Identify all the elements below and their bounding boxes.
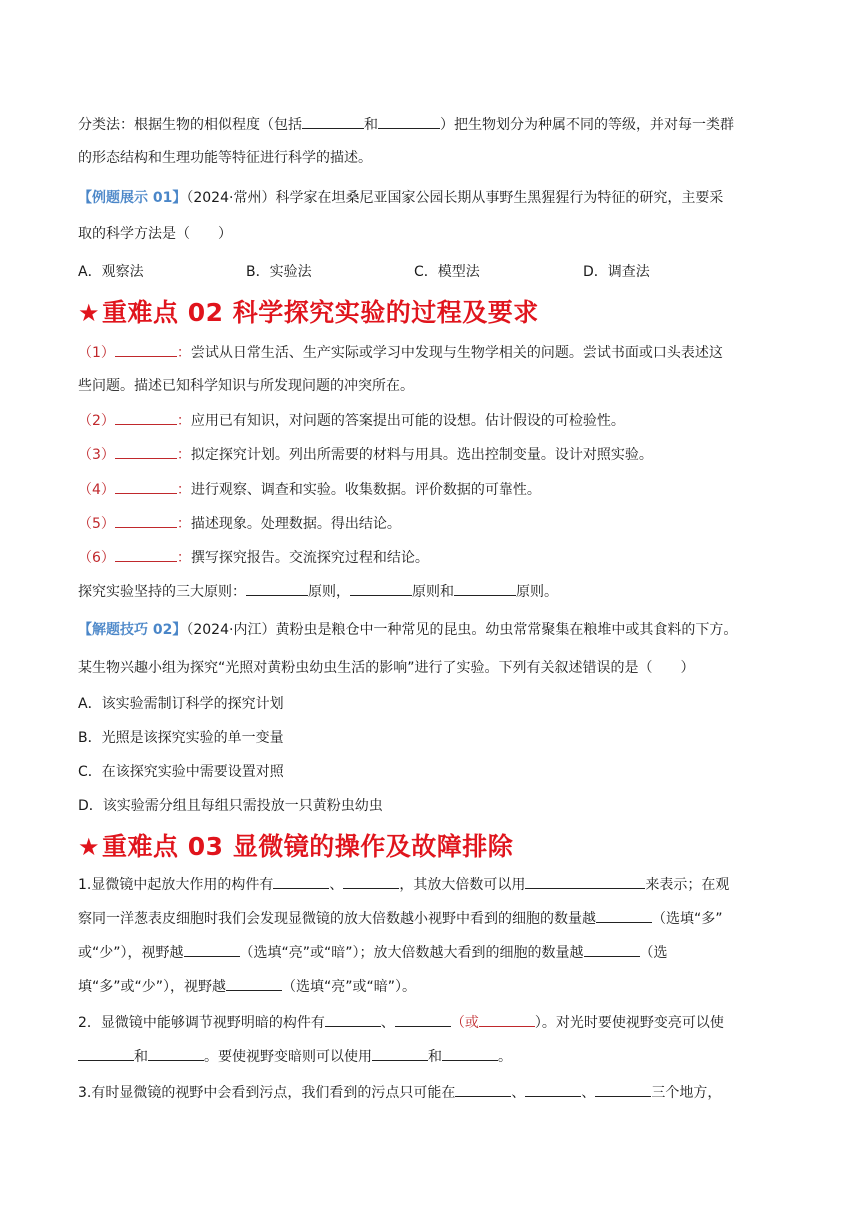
text: 。要使视野变暗则可以使用 bbox=[204, 1049, 372, 1065]
step-text: 撰写探究报告。交流探究过程和结论。 bbox=[190, 550, 429, 566]
principles-line bbox=[78, 581, 798, 602]
step-number: （6） bbox=[78, 550, 115, 566]
fill-blank bbox=[325, 1012, 381, 1027]
step-5 bbox=[78, 513, 798, 534]
text: 或“少”），视野越 bbox=[78, 945, 184, 961]
step-number: （5） bbox=[78, 516, 115, 532]
fill-blank bbox=[454, 581, 516, 596]
microscope-q3-line-1 bbox=[78, 1082, 798, 1103]
step-1-cont bbox=[78, 376, 798, 396]
text: （选填“亮”或“暗”）。 bbox=[282, 979, 417, 995]
text: 、 bbox=[380, 1015, 395, 1031]
option-d: D．该实验需分组且每组只需投放一只黄粉虫幼虫 bbox=[78, 798, 383, 814]
fill-blank bbox=[442, 1046, 498, 1061]
text: 、 bbox=[329, 877, 344, 893]
tip-02-question-cont bbox=[78, 658, 798, 678]
fill-blank bbox=[595, 1082, 651, 1097]
text: 的形态结构和生理功能等特征进行科学的描述。 bbox=[78, 150, 372, 166]
text: 三个地方， bbox=[651, 1085, 722, 1101]
microscope-q1-line-3 bbox=[78, 942, 798, 963]
colon: ： bbox=[176, 550, 191, 566]
text: 2．显微镜中能够调节视野明暗的构件有 bbox=[78, 1015, 325, 1031]
text: （选填“亮”或“暗”）；放大倍数越大看到的细胞的数量越 bbox=[239, 945, 584, 961]
step-text: 进行观察、调查和实验。收集数据。评价数据的可靠性。 bbox=[190, 482, 541, 498]
fill-blank bbox=[115, 444, 177, 459]
classification-line-2 bbox=[78, 148, 798, 168]
step-number: （2） bbox=[78, 413, 115, 429]
option-a: A．观察法 bbox=[78, 264, 144, 280]
fill-blank bbox=[343, 874, 399, 889]
fill-blank bbox=[596, 908, 652, 923]
step-6 bbox=[78, 547, 798, 568]
option-d: D．调查法 bbox=[583, 264, 650, 280]
microscope-q1-line-1 bbox=[78, 874, 798, 895]
text: 分类法：根据生物的相似程度（包括 bbox=[78, 117, 302, 133]
text: 填“多”或“少”），视野越 bbox=[78, 979, 227, 995]
fill-blank bbox=[115, 410, 177, 425]
text: （选 bbox=[639, 945, 668, 961]
fill-blank bbox=[378, 114, 440, 129]
fill-blank bbox=[372, 1046, 428, 1061]
text: （选填“多” bbox=[652, 911, 723, 927]
colon: ： bbox=[176, 413, 191, 429]
heading-text: 重难点 03 显微镜的操作及故障排除 bbox=[102, 832, 514, 861]
fill-blank bbox=[479, 1012, 535, 1027]
fill-blank bbox=[246, 581, 308, 596]
section-heading-02 bbox=[78, 296, 539, 330]
text: 1.显微镜中起放大作用的构件有 bbox=[78, 877, 274, 893]
text: ）把生物划分为种属不同的等级，并对每一类群 bbox=[440, 117, 734, 133]
star-icon: ★ bbox=[78, 833, 101, 861]
step-text: 描述现象。处理数据。得出结论。 bbox=[190, 516, 401, 532]
fill-blank bbox=[148, 1046, 204, 1061]
step-1 bbox=[78, 342, 798, 363]
question-text: 某生物兴趣小组为探究“光照对黄粉虫幼虫生活的影响”进行了实验。下列有关叙述错误的是（ ） bbox=[78, 660, 695, 676]
microscope-q1-line-2 bbox=[78, 908, 798, 929]
text: 原则， bbox=[308, 584, 350, 600]
option-b: B．光照是该探究实验的单一变量 bbox=[78, 730, 284, 746]
fill-blank bbox=[525, 874, 645, 889]
step-2 bbox=[78, 410, 798, 431]
step-number: （4） bbox=[78, 482, 115, 498]
text: 来表示；在观 bbox=[645, 877, 730, 893]
example-tag: 【例题展示 01】 bbox=[78, 190, 187, 206]
fill-blank bbox=[115, 513, 177, 528]
fill-blank bbox=[184, 942, 240, 957]
step-text: 尝试从日常生活、生产实际或学习中发现与生物学相关的问题。尝试书面或口头表述这 bbox=[190, 345, 723, 361]
fill-blank bbox=[525, 1082, 581, 1097]
colon: ： bbox=[176, 345, 191, 361]
text: 。 bbox=[498, 1049, 512, 1065]
text: ，其放大倍数可以用 bbox=[399, 877, 526, 893]
step-number: （3） bbox=[78, 447, 115, 463]
fill-blank bbox=[350, 581, 412, 596]
example-01-question-cont bbox=[78, 224, 798, 244]
fill-blank bbox=[115, 547, 177, 562]
fill-blank bbox=[115, 479, 177, 494]
text: 和 bbox=[364, 117, 378, 133]
colon: ： bbox=[176, 516, 191, 532]
text: 原则和 bbox=[412, 584, 454, 600]
example-01-question bbox=[78, 188, 798, 208]
step-number: （1） bbox=[78, 345, 115, 361]
colon: ： bbox=[176, 447, 191, 463]
text: 探究实验坚持的三大原则： bbox=[78, 584, 246, 600]
question-text: 取的科学方法是（ ） bbox=[78, 226, 232, 242]
step-text: 拟定探究计划。列出所需要的材料与用具。选出控制变量。设计对照实验。 bbox=[190, 447, 653, 463]
text: 和 bbox=[428, 1049, 442, 1065]
option-c: C．在该探究实验中需要设置对照 bbox=[78, 764, 284, 780]
text: 3.有时显微镜的视野中会看到污点，我们看到的污点只可能在 bbox=[78, 1085, 456, 1101]
microscope-q2-line-1 bbox=[78, 1012, 798, 1033]
colon: ： bbox=[176, 482, 191, 498]
tip-tag: 【解题技巧 02】 bbox=[78, 622, 187, 638]
text: 、 bbox=[581, 1085, 596, 1101]
question-text: （2024·内江）黄粉虫是粮仓中一种常见的昆虫。幼虫常常聚集在粮堆中或其食料的下方。 bbox=[186, 622, 738, 638]
option-c: C．模型法 bbox=[414, 264, 480, 280]
option-b: B．实验法 bbox=[246, 264, 312, 280]
step-4 bbox=[78, 479, 798, 500]
fill-blank bbox=[455, 1082, 511, 1097]
step-3 bbox=[78, 444, 798, 465]
text: 察同一洋葱表皮细胞时我们会发现显微镜的放大倍数越小视野中看到的细胞的数量越 bbox=[78, 911, 596, 927]
microscope-q2-line-2 bbox=[78, 1046, 798, 1067]
option-a: A．该实验需制订科学的探究计划 bbox=[78, 696, 284, 712]
microscope-q1-line-4 bbox=[78, 976, 798, 997]
text: ）。对光时要使视野变亮可以使 bbox=[534, 1015, 724, 1031]
heading-text: 重难点 02 科学探究实验的过程及要求 bbox=[102, 298, 539, 327]
question-text: （2024·常州）科学家在坦桑尼亚国家公园长期从事野生黑猩猩行为特征的研究，主要采 bbox=[186, 190, 724, 206]
tip-02-question bbox=[78, 620, 798, 640]
star-icon: ★ bbox=[78, 299, 101, 327]
text: 、 bbox=[511, 1085, 526, 1101]
fill-blank bbox=[302, 114, 364, 129]
fill-blank bbox=[584, 942, 640, 957]
text: 和 bbox=[134, 1049, 148, 1065]
fill-blank bbox=[273, 874, 329, 889]
text: 原则。 bbox=[516, 584, 558, 600]
text: （或 bbox=[450, 1015, 479, 1031]
step-text: 些问题。描述已知科学知识与所发现问题的冲突所在。 bbox=[78, 378, 414, 394]
fill-blank bbox=[226, 976, 282, 991]
section-heading-03 bbox=[78, 830, 513, 864]
fill-blank bbox=[115, 342, 177, 357]
step-text: 应用已有知识，对问题的答案提出可能的设想。估计假设的可检验性。 bbox=[190, 413, 625, 429]
fill-blank bbox=[395, 1012, 451, 1027]
fill-blank bbox=[78, 1046, 134, 1061]
classification-line-1 bbox=[78, 114, 798, 135]
